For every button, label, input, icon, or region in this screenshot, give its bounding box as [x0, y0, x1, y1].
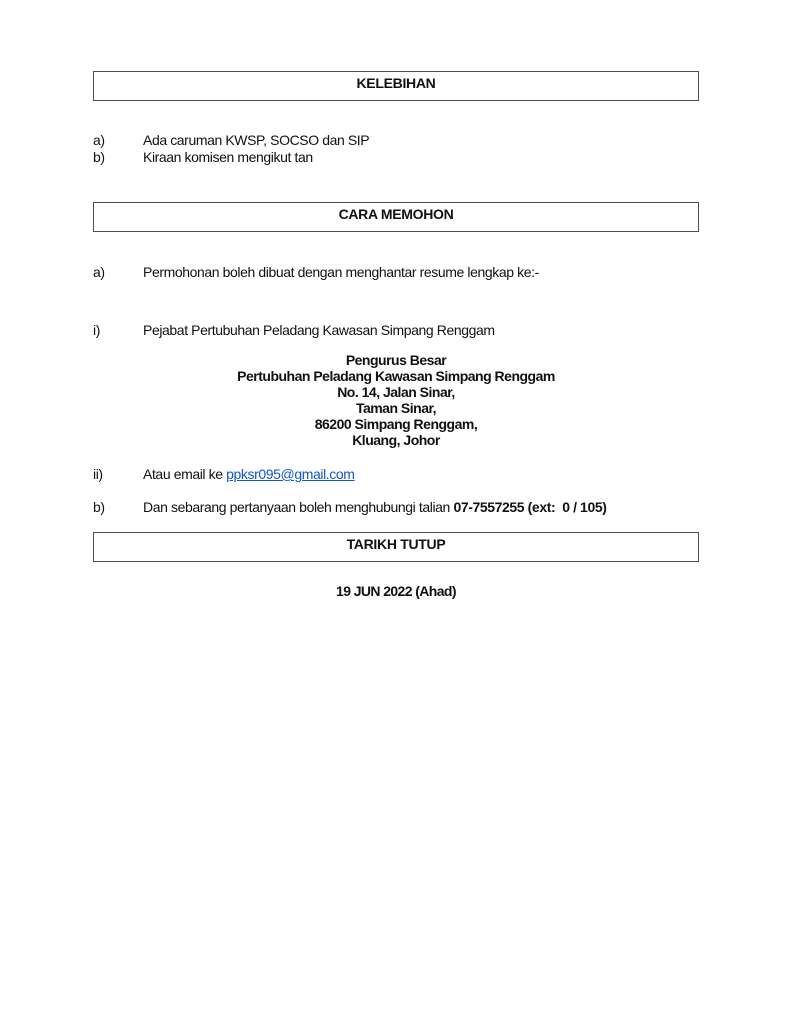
list-item-text: Ada caruman KWSP, SOCSO dan SIP	[143, 132, 370, 148]
address-line-state: Kluang, Johor	[352, 432, 440, 448]
list-item-text: Kiraan komisen mengikut tan	[143, 149, 313, 165]
list-item-label: b)	[93, 499, 105, 515]
section-title-cara-memohon: CARA MEMOHON	[338, 206, 454, 222]
list-item	[93, 466, 699, 483]
list-item-text: Pejabat Pertubuhan Peladang Kawasan Simpang Renggam	[143, 322, 495, 338]
list-item-label: b)	[93, 149, 105, 165]
list-item	[93, 264, 699, 281]
list-item	[93, 149, 699, 166]
list-item-text: Permohonan boleh dibuat dengan menghantar resume lengkap ke:-	[143, 264, 539, 280]
section-header-kelebihan	[93, 71, 699, 101]
list-item	[93, 132, 699, 149]
address-line-organization: Pertubuhan Peladang Kawasan Simpang Renggam	[237, 368, 555, 384]
closing-date: 19 JUN 2022 (Ahad)	[336, 583, 456, 599]
address-line-street: No. 14, Jalan Sinar,	[337, 384, 455, 400]
list-item	[93, 499, 699, 516]
section-title-kelebihan: KELEBIHAN	[356, 75, 436, 91]
section-title-tarikh-tutup: TARIKH TUTUP	[346, 536, 446, 552]
mailing-address-block	[93, 352, 699, 448]
address-line-recipient: Pengurus Besar	[345, 352, 447, 368]
list-item-label: i)	[93, 322, 100, 338]
section-header-cara-memohon	[93, 202, 699, 232]
phone-prefix-text: Dan sebarang pertanyaan boleh menghubungi talian	[143, 499, 454, 515]
document-content	[93, 71, 699, 600]
section-header-tarikh-tutup	[93, 532, 699, 562]
email-link[interactable]: ppksr095@gmail.com	[226, 466, 355, 482]
list-item-label: a)	[93, 132, 105, 148]
list-item-label: ii)	[93, 466, 103, 482]
address-line-postcode: 86200 Simpang Renggam,	[314, 416, 478, 432]
address-line-area: Taman Sinar,	[355, 400, 437, 416]
email-prefix-text: Atau email ke	[143, 466, 227, 482]
list-item-text	[143, 466, 699, 483]
list-item	[93, 322, 699, 339]
list-item-text	[143, 499, 699, 516]
list-item-label: a)	[93, 264, 105, 280]
phone-number: 07-7557255 (ext: 0 / 105)	[453, 499, 607, 515]
